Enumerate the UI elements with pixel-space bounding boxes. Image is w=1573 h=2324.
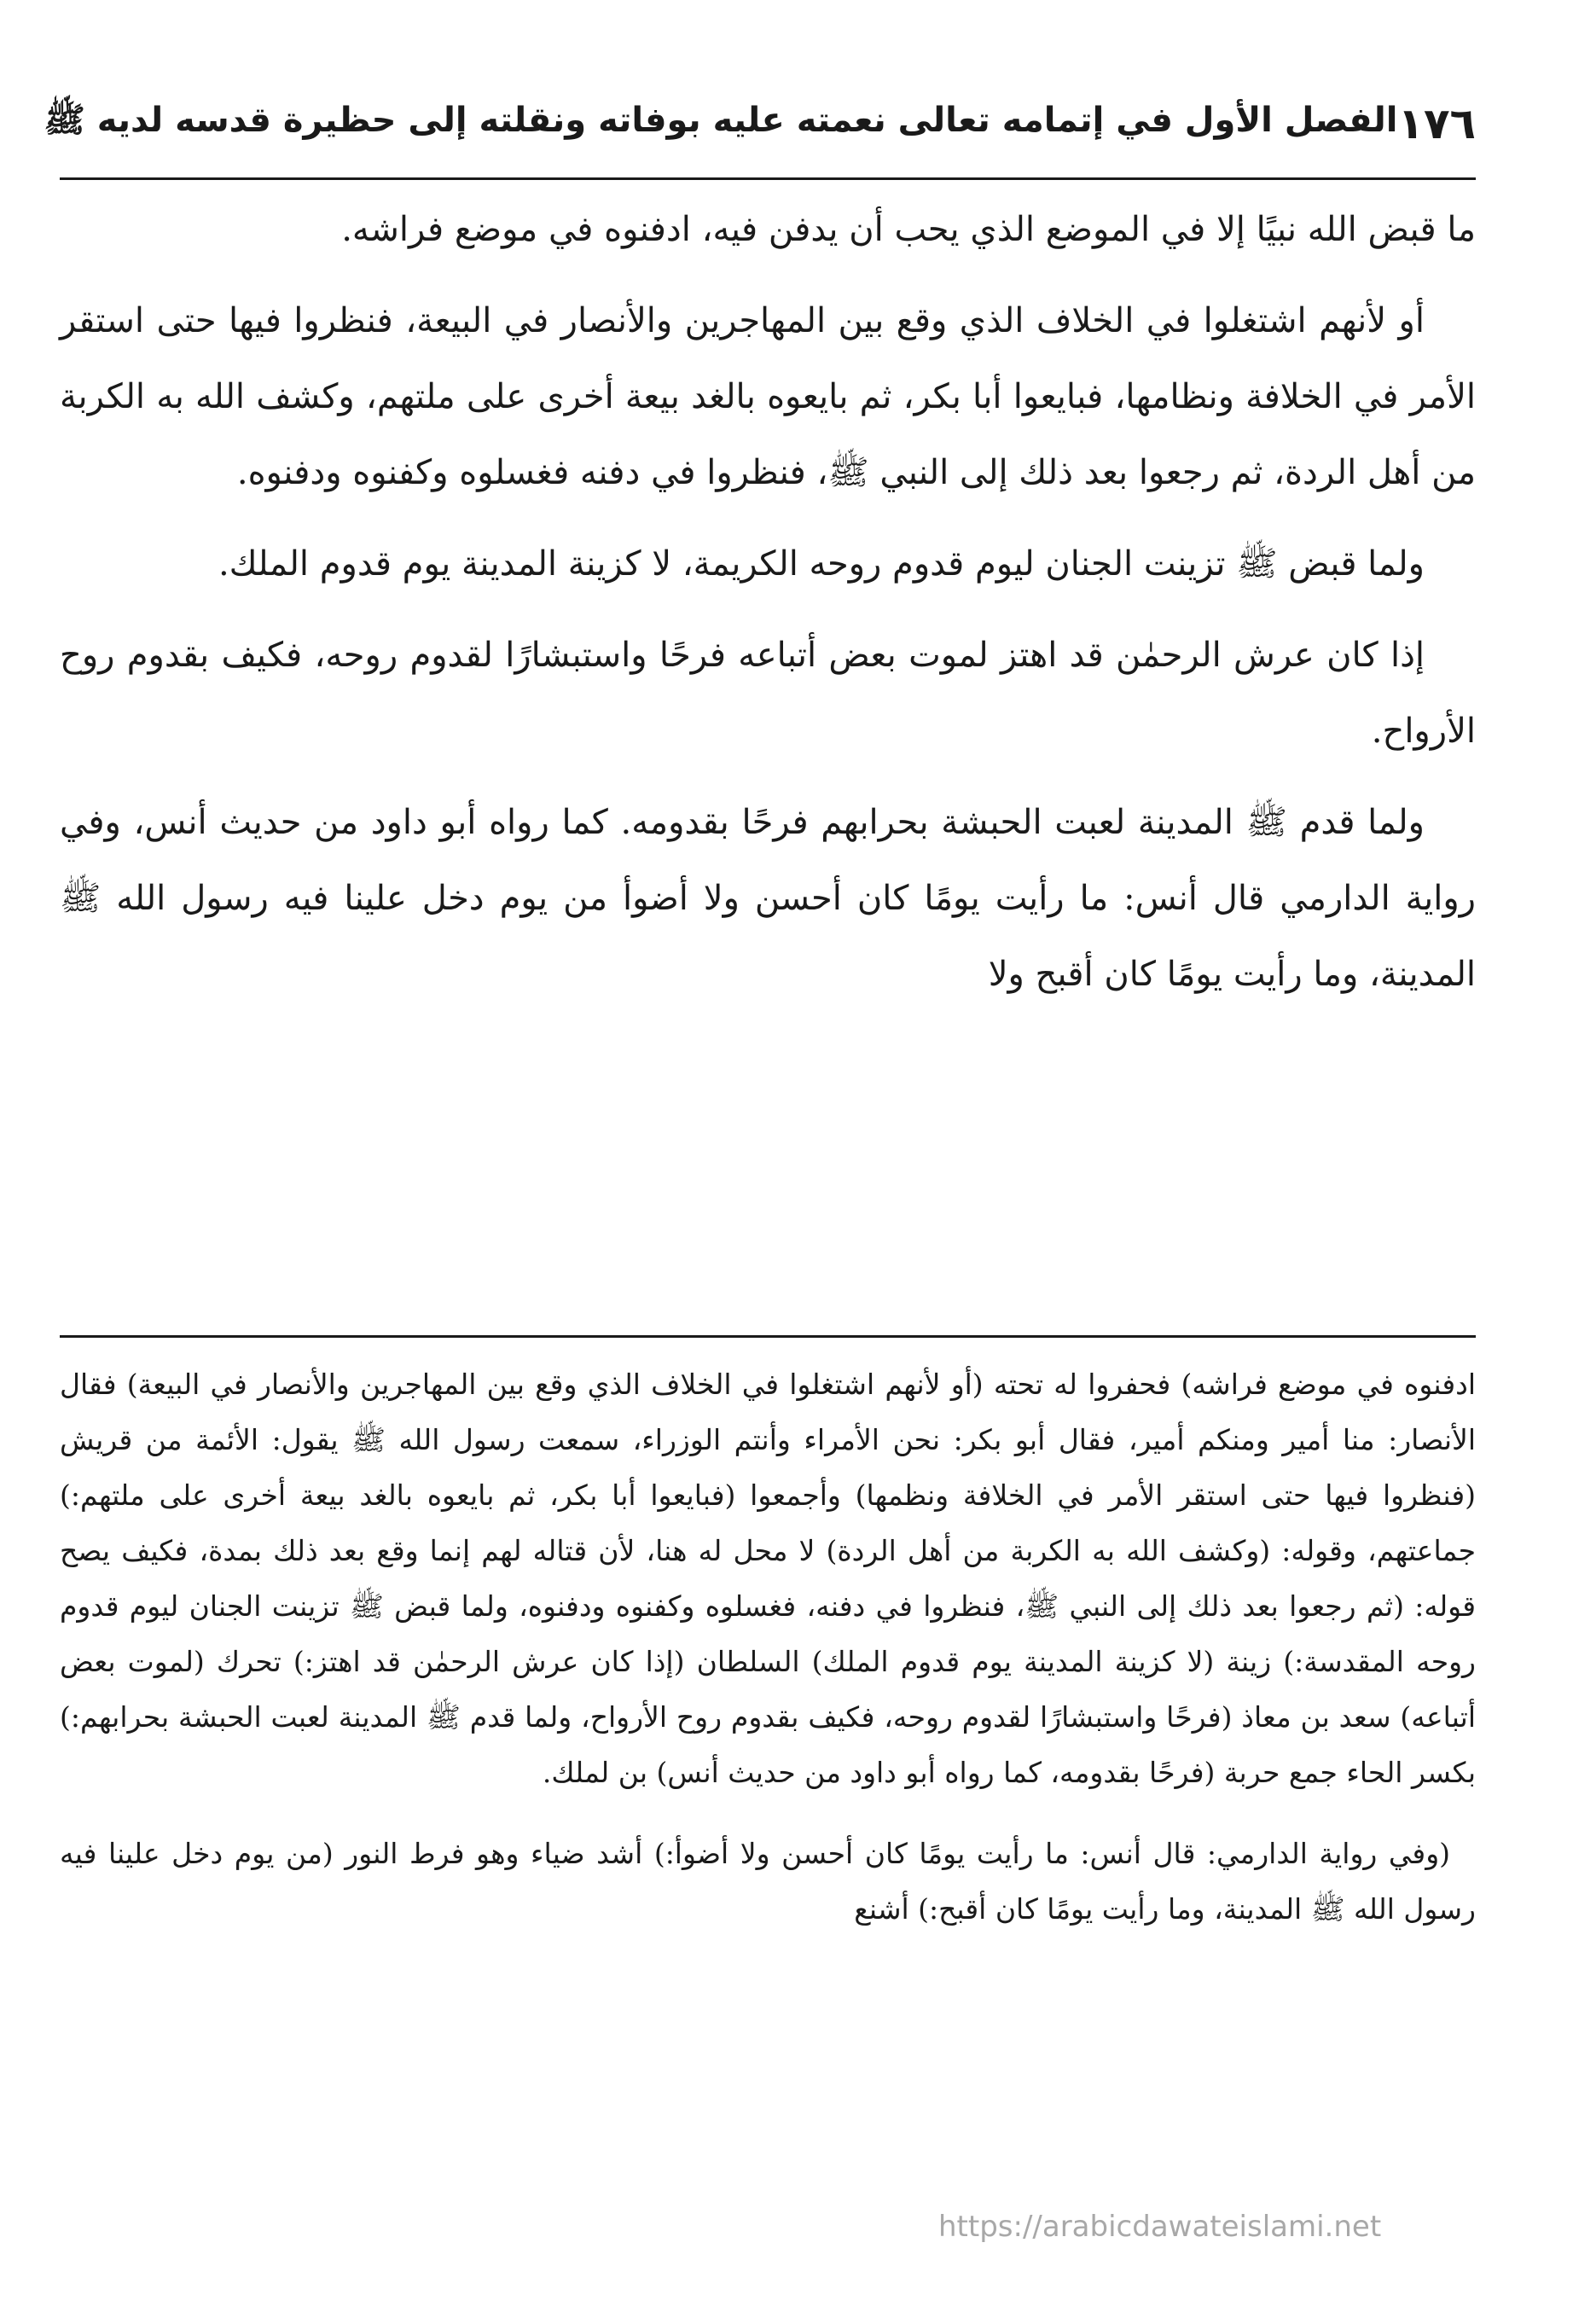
footnotes <box>60 1357 1476 1962</box>
main-text <box>60 192 1476 1028</box>
main-paragraph: ولما قبض ﷺ تزينت الجنان ليوم قدوم روحه الكريمة، لا كزينة المدينة يوم قدوم الملك. <box>218 544 1425 584</box>
page-number: ١٧٦ <box>1397 99 1476 148</box>
footnote-paragraph: (وفي رواية الدارمي: قال أنس: ما رأيت يومًا كان أحسن ولا أضوأ:) أشد ضياء وهو فرط النور (من يوم دخل علينا فيه رسول الله ﷺ المدينة، وما رأيت يومًا كان أقبح:) أشنع <box>60 1837 1476 1926</box>
footnote-rule <box>60 1335 1476 1338</box>
header-rule <box>60 177 1476 180</box>
book-page <box>44 51 1476 2269</box>
watermark-url: https://arabicdawateislami.net <box>938 2210 1382 2244</box>
footnote-paragraph: ادفنوه في موضع فراشه) فحفروا له تحته (أو لأنهم اشتغلوا في الخلاف الذي وقع بين المهاجرين والأنصار في البيعة) فقال الأنصار: منا أمير ومنكم أمير، فقال أبو بكر: نحن الأمراء وأنتم الوزراء، سمعت رسول الله ﷺ يقول: الأئمة من قريش (فنظروا فيها حتى استقر الأمر في الخلافة ونظمها) وأجمعوا (فبايعوا أبا بكر، ثم بايعوه بالغد بيعة أخرى على ملتهم:) جماعتهم، وقوله: (وكشف الله به الكربة من أهل الردة) لا محل له هنا، لأن قتاله لهم إنما وقع بعد ذلك بمدة، فكيف يصح قوله: (ثم رجعوا بعد ذلك إلى النبي ﷺ، فنظروا في دفنه، فغسلوه وكفنوه ودفنوه، ولما قبض ﷺ تزينت الجنان ليوم قدوم روحه المقدسة:) زينة (لا كزينة المدينة يوم قدوم الملك) السلطان (إذا كان عرش الرحمٰن قد اهتز:) تحرك (لموت بعض أتباعه) سعد بن معاذ (فرحًا واستبشارًا لقدوم روحه، فكيف بقدوم روح الأرواح، ولما قدم ﷺ المدينة لعبت الحبشة بحرابهم:) بكسر الحاء جمع حربة (فرحًا بقدومه، كما رواه أبو داود من حديث أنس) بن لملك. <box>60 1368 1476 1789</box>
main-paragraph: ولما قدم ﷺ المدينة لعبت الحبشة بحرابهم فرحًا بقدومه. كما رواه أبو داود من حديث أنس، وفي رواية الدارمي قال أنس: ما رأيت يومًا كان أحسن ولا أضوأ من يوم دخل علينا فيه رسول الله ﷺ المدينة، وما رأيت يومًا كان أقبح ولا <box>60 803 1476 994</box>
page-header <box>44 85 1476 162</box>
main-paragraph: أو لأنهم اشتغلوا في الخلاف الذي وقع بين المهاجرين والأنصار في البيعة، فنظروا فيها حتى استقر الأمر في الخلافة ونظامها، فبايعوا أبا بكر، ثم بايعوه بالغد بيعة أخرى على ملتهم، وكشف الله به الكربة من أهل الردة، ثم رجعوا بعد ذلك إلى النبي ﷺ، فنظروا في دفنه فغسلوه وكفنوه ودفنوه. <box>60 301 1476 492</box>
main-paragraph: ما قبض الله نبيًا إلا في الموضع الذي يحب أن يدفن فيه، ادفنوه في موضع فراشه. <box>341 210 1476 249</box>
main-paragraph: إذا كان عرش الرحمٰن قد اهتز لموت بعض أتباعه فرحًا واستبشارًا لقدوم روحه، فكيف بقدوم روح الأرواح. <box>60 636 1476 751</box>
running-title: الفصل الأول في إتمامه تعالى نعمته عليه بوفاته ونقلته إلى حظيرة قدسه لديه ﷺ <box>44 101 1398 140</box>
